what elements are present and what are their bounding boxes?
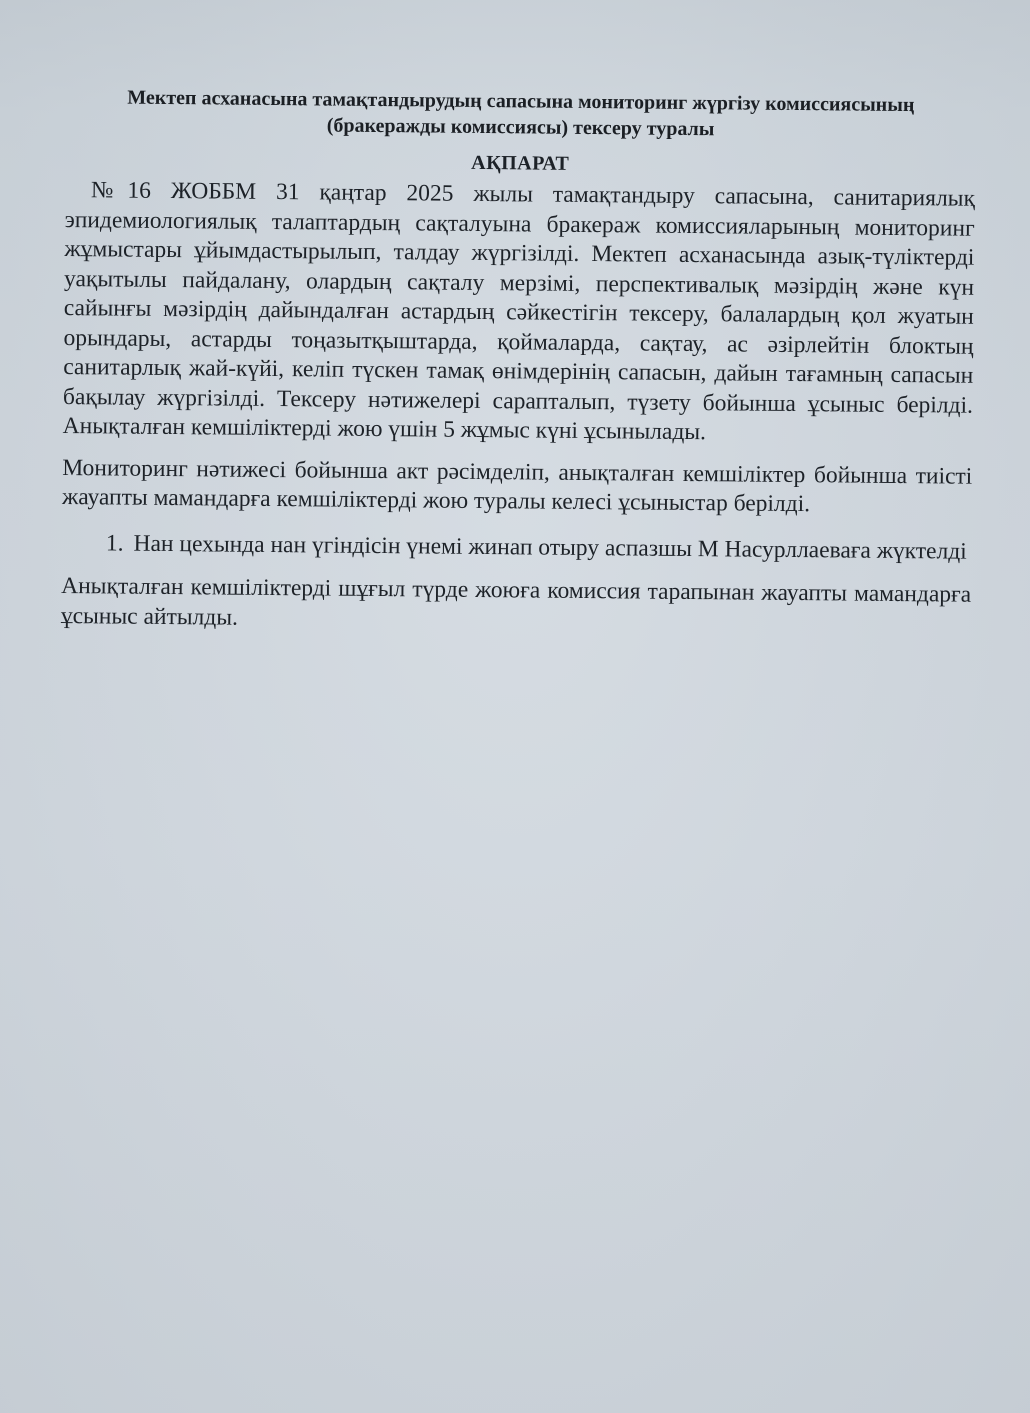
list-item-number: 1. bbox=[105, 529, 124, 557]
list-item bbox=[61, 528, 971, 566]
document-title-line-1: Мектеп асханасына тамақтандырудың сапасына мониторинг жүргізу комиссиясының bbox=[127, 86, 915, 117]
paragraph-conclusion: Анықталған кемшіліктерді шұғыл түрде жоюға комиссия тарапынан жауапты мамандарға ұсыныс айтылды. bbox=[60, 572, 972, 631]
document-body bbox=[61, 84, 976, 640]
paragraph-inspection-summary: №16 ЖОББМ 31 қаңтар 2025 жылы тамақтандыру сапасына, санитариялық эпидемиологиялық талаптардың сақталуына бракераж комиссияларының мониторинг жұмыстары ұйымдастырылып, талдау жүргізілді. Мектеп асханасында азық-түліктерді уақытылы пайдалану, олардың сақталу мерзімі, перспективалық мәзірдің және күн сайынғы мәзірдің дайындалған астардың сәйкестігін тексеру, балалардың қол жуатын орындары, астарды тоңазытқыштарда, қоймаларда, сақтау, ас әзірлейтін блоктың санитарлық жай-күйі, келіп түскен тамақ өнімдерінің сапасын, дайын тағамның сапасын бақылау жүргізілді. Тексеру нәтижелері сарапталып, түзету бойынша ұсыныс берілді. Анықталған кемшіліктерді жою үшін 5 жұмыс күні ұсынылады. bbox=[62, 177, 976, 446]
recommendations-list bbox=[61, 528, 971, 566]
list-item-text: Нан цехында нан үгіндісін үнемі жинап отыру аспазшы М Насурллаеваға жүктелді bbox=[133, 530, 967, 565]
paragraph-monitoring-result: Мониторинг нәтижесі бойынша акт рәсімделіп, анықталған кемшіліктер бойынша тиісті жауапты мамандарға кемшіліктерді жою туралы келесі ұсыныстар берілді. bbox=[61, 454, 973, 518]
document-title-line-2: (бракеражды комиссиясы) тексеру туралы bbox=[326, 114, 715, 141]
document-heading: АҚПАРАТ bbox=[471, 151, 570, 175]
